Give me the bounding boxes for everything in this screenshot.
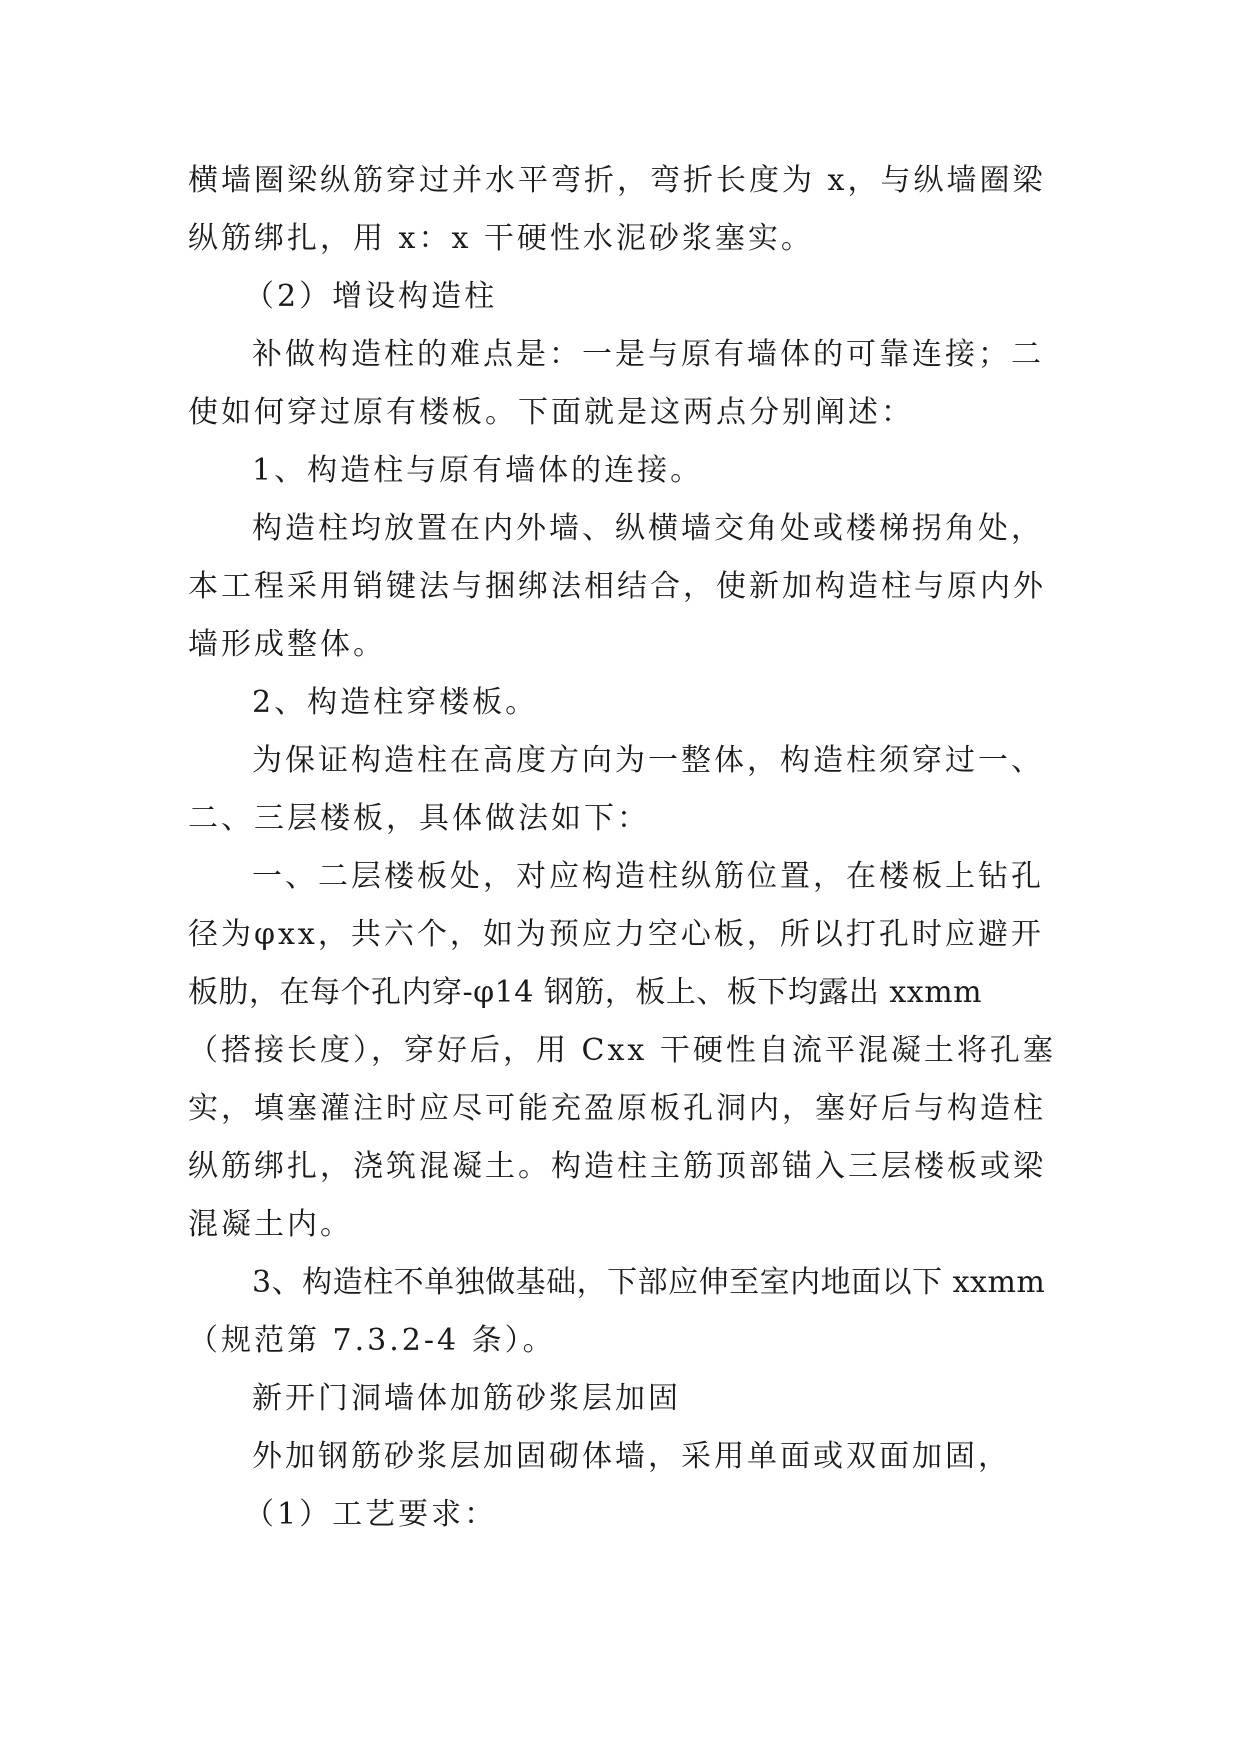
- subheading: 2、构造柱穿楼板。: [252, 685, 539, 720]
- paragraph-line: 板肋，在每个孔内穿-φ14 钢筋，板上、板下均露出 xxmm: [188, 975, 983, 1010]
- paragraph-line: 3、构造柱不单独做基础，下部应伸至室内地面以下 xxmm: [252, 1265, 1046, 1300]
- paragraph-line: 外加钢筋砂浆层加固砌体墙，采用单面或双面加固，: [252, 1439, 1011, 1474]
- paragraph-line: （规范第 7.3.2-4 条）。: [188, 1323, 556, 1358]
- paragraph-line: 一、二层楼板处，对应构造柱纵筋位置，在楼板上钻孔: [252, 859, 1044, 894]
- paragraph-line: 径为φxx，共六个，如为预应力空心板，所以打孔时应避开: [188, 917, 1044, 952]
- paragraph-line: 横墙圈梁纵筋穿过并水平弯折，弯折长度为 x，与纵墙圈梁: [188, 163, 1046, 198]
- paragraph-line: 使如何穿过原有楼板。下面就是这两点分别阐述：: [188, 395, 914, 430]
- section-heading: （2）增设构造柱: [244, 279, 498, 314]
- section-heading: 新开门洞墙体加筋砂浆层加固: [252, 1381, 681, 1416]
- paragraph-line: （搭接长度），穿好后，用 Cxx 干硬性自流平混凝土将孔塞: [188, 1033, 1056, 1068]
- paragraph-line: 纵筋绑扎，用 x：x 干硬性水泥砂浆塞实。: [188, 221, 814, 256]
- paragraph-line: 混凝土内。: [188, 1207, 353, 1242]
- subheading: （1）工艺要求：: [244, 1497, 498, 1532]
- paragraph-line: 本工程采用销键法与捆绑法相结合，使新加构造柱与原内外: [188, 569, 1046, 604]
- document-body: [188, 152, 1058, 1544]
- paragraph-line: 构造柱均放置在内外墙、纵横墙交角处或楼梯拐角处，: [252, 511, 1044, 546]
- paragraph-line: 实，填塞灌注时应尽可能充盈原板孔洞内，塞好后与构造柱: [188, 1091, 1046, 1126]
- paragraph-line: 补做构造柱的难点是：一是与原有墙体的可靠连接；二: [252, 337, 1044, 372]
- paragraph-line: 为保证构造柱在高度方向为一整体，构造柱须穿过一、: [252, 743, 1044, 778]
- paragraph-line: 纵筋绑扎，浇筑混凝土。构造柱主筋顶部锚入三层楼板或梁: [188, 1149, 1046, 1184]
- paragraph-line: 二、三层楼板，具体做法如下：: [188, 801, 650, 836]
- paragraph-line: 墙形成整体。: [188, 627, 386, 662]
- subheading: 1、构造柱与原有墙体的连接。: [252, 453, 704, 488]
